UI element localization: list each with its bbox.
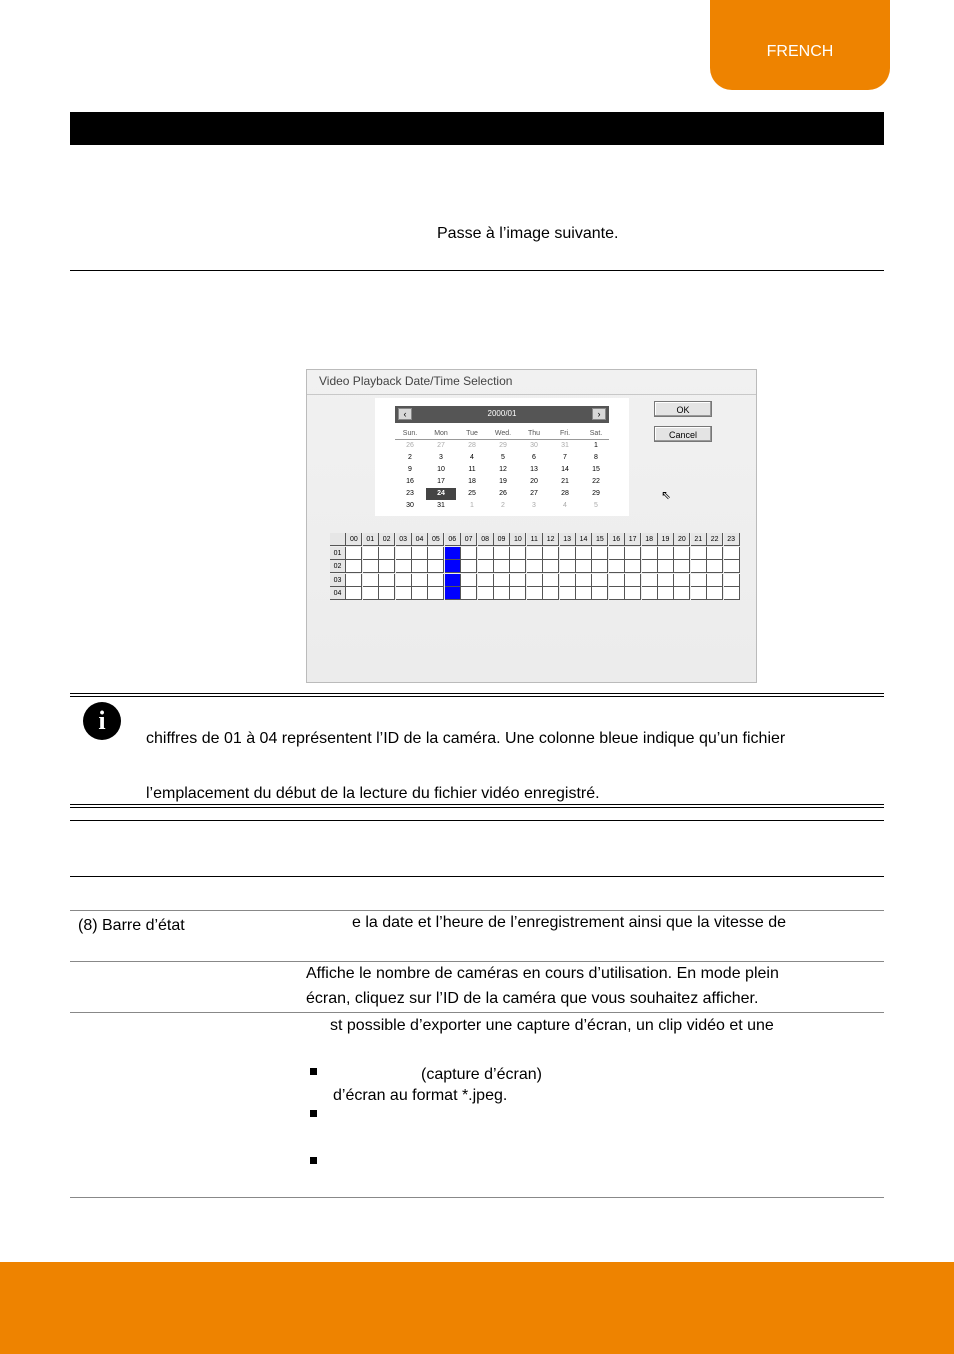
time-slot[interactable] [609,587,625,600]
calendar-day[interactable]: 15 [592,466,600,473]
time-slot[interactable] [543,587,559,600]
calendar-day[interactable]: 31 [561,442,569,449]
time-slot[interactable] [412,560,428,573]
time-slot[interactable] [707,587,723,600]
calendar-day[interactable]: 21 [561,478,569,485]
calendar-day[interactable]: 29 [592,490,600,497]
language-tab [710,0,890,90]
time-slot[interactable] [576,587,592,600]
hour-header[interactable]: 06 [445,533,461,546]
table-rule [70,820,884,821]
hour-header[interactable]: 04 [412,533,428,546]
bullet-icon [310,1157,317,1164]
time-slot[interactable] [543,560,559,573]
calendar-day[interactable]: 1 [470,502,474,509]
time-slot[interactable] [674,587,690,600]
time-slot[interactable] [707,547,723,560]
time-slot[interactable] [363,560,379,573]
mouse-pointer-icon: ⇖ [661,488,672,502]
time-slot[interactable] [543,547,559,560]
table-rule [70,1012,884,1013]
calendar-day[interactable]: 17 [437,478,445,485]
hour-header[interactable]: 14 [576,533,592,546]
hour-header[interactable]: 13 [560,533,576,546]
note-top-rule-2 [70,696,884,697]
calendar-day[interactable]: 5 [594,502,598,509]
weekday-label: Tue [466,430,478,437]
time-slot[interactable] [510,547,526,560]
weekday-label: Mon [434,430,448,437]
calendar-day[interactable]: 13 [530,466,538,473]
time-slot[interactable] [510,560,526,573]
weekday-label: Sun. [402,430,418,437]
time-slot[interactable] [478,547,494,560]
note-top-rule [70,693,884,694]
time-slot[interactable] [576,574,592,587]
calendar-day[interactable]: 26 [499,490,507,497]
calendar-day[interactable]: 2 [501,502,505,509]
time-slot[interactable] [592,574,608,587]
time-slot[interactable] [346,547,362,560]
calendar-day[interactable]: 18 [468,478,476,485]
time-slot[interactable] [609,547,625,560]
time-slot[interactable] [478,574,494,587]
time-slot[interactable] [625,547,641,560]
language-label: FRENCH [766,43,834,60]
time-slot[interactable] [625,574,641,587]
calendar-day[interactable]: 3 [439,454,443,461]
camera-header[interactable]: 02 [330,560,346,573]
time-slot[interactable] [510,587,526,600]
time-slot[interactable] [346,560,362,573]
hour-header[interactable]: 11 [527,533,543,546]
calendar-day[interactable]: 20 [530,478,538,485]
info-icon: i [83,702,121,740]
hour-header[interactable]: 16 [609,533,625,546]
note-bottom-rule [70,804,884,805]
ok-button[interactable]: OK [654,401,712,417]
time-slot[interactable] [396,560,412,573]
time-slot[interactable] [658,547,674,560]
time-slot[interactable] [461,574,477,587]
hour-header[interactable]: 22 [707,533,723,546]
chevron-right-icon[interactable]: › [592,408,606,420]
camera-count-line-2: écran, cliquez sur l’ID de la caméra que vous souhaitez afficher. [306,990,759,1007]
hour-header[interactable]: 10 [510,533,526,546]
calendar-day[interactable]: 27 [437,442,445,449]
calendar-day[interactable]: 5 [501,454,505,461]
calendar-day[interactable]: 25 [468,490,476,497]
hour-header[interactable]: 12 [543,533,559,546]
calendar-day[interactable]: 27 [530,490,538,497]
weekday-label: Wed. [494,430,512,437]
time-slot[interactable] [724,560,740,573]
calendar-day[interactable]: 23 [406,490,414,497]
camera-header[interactable]: 04 [330,587,346,600]
hour-header[interactable]: 15 [592,533,608,546]
time-slot[interactable] [560,560,576,573]
time-slot[interactable] [576,547,592,560]
calendar-day[interactable]: 31 [437,502,445,509]
time-slot[interactable] [510,574,526,587]
calendar-day[interactable]: 28 [468,442,476,449]
calendar-day[interactable]: 4 [563,502,567,509]
calendar-day[interactable]: 19 [499,478,507,485]
hour-header[interactable]: 02 [379,533,395,546]
hour-header[interactable]: 08 [478,533,494,546]
time-slot[interactable] [428,547,444,560]
time-slot[interactable] [609,560,625,573]
bullet-icon [310,1068,317,1075]
time-slot[interactable] [527,574,543,587]
time-slot[interactable] [592,587,608,600]
cancel-button[interactable]: Cancel [654,426,712,442]
time-slot[interactable] [461,587,477,600]
time-slot[interactable] [494,560,510,573]
time-slot[interactable] [412,587,428,600]
calendar-day[interactable]: 24 [426,488,456,500]
calendar-day[interactable]: 16 [406,478,414,485]
calendar-day[interactable]: 8 [594,454,598,461]
time-slot[interactable] [658,587,674,600]
time-slot[interactable] [363,574,379,587]
note-line-2: l’emplacement du début de la lecture du fichier vidéo enregistré. [146,785,600,802]
time-slot[interactable] [674,547,690,560]
time-slot[interactable] [494,574,510,587]
calendar-day[interactable]: 22 [592,478,600,485]
hour-header[interactable]: 01 [363,533,379,546]
calendar-day[interactable]: 12 [499,466,507,473]
hour-header[interactable]: 17 [625,533,641,546]
month-label: 2000/01 [487,409,517,418]
calendar-day[interactable]: 9 [408,466,412,473]
time-slot[interactable] [724,587,740,600]
time-slot[interactable] [642,560,658,573]
time-slot[interactable] [560,587,576,600]
calendar-day[interactable]: 6 [532,454,536,461]
weekday-label: Fri. [559,430,571,437]
snapshot-label: (capture d’écran) [421,1066,542,1083]
time-slot[interactable] [527,547,543,560]
time-slot[interactable] [609,574,625,587]
hour-header[interactable]: 18 [642,533,658,546]
calendar-header [395,406,609,423]
note-line-1: chiffres de 01 à 04 représentent l’ID de la caméra. Une colonne bleue indique qu’un fichier [146,730,786,747]
camera-header[interactable]: 01 [330,547,346,560]
time-slot[interactable] [396,587,412,600]
calendar-day[interactable]: 30 [406,502,414,509]
time-slot[interactable] [428,587,444,600]
time-slot[interactable] [478,560,494,573]
table-rule [70,961,884,962]
divider [70,270,884,271]
hour-header[interactable]: 20 [674,533,690,546]
time-slot[interactable] [658,560,674,573]
time-slot[interactable] [576,560,592,573]
calendar-day[interactable]: 30 [530,442,538,449]
status-bar-description: e la date et l’heure de l’enregistrement ainsi que la vitesse de [352,914,787,931]
time-slot[interactable] [592,547,608,560]
time-slot[interactable] [543,574,559,587]
hour-header[interactable]: 19 [658,533,674,546]
snapshot-description: d’écran au format *.jpeg. [333,1087,508,1104]
hour-header[interactable]: 07 [461,533,477,546]
hour-header[interactable]: 21 [691,533,707,546]
calendar-day[interactable]: 7 [563,454,567,461]
playback-date-time-dialog [306,369,757,683]
dialog-title-divider [307,394,756,395]
time-slot[interactable] [560,574,576,587]
camera-count-line-1: Affiche le nombre de caméras en cours d’utilisation. En mode plein [306,965,779,982]
dialog-title: Video Playback Date/Time Selection [319,374,513,388]
time-slot[interactable] [625,560,641,573]
time-slot[interactable] [642,587,658,600]
time-slot[interactable] [396,547,412,560]
time-slot[interactable] [428,574,444,587]
time-slot[interactable] [494,547,510,560]
export-description: st possible d’exporter une capture d’écran, un clip vidéo et une [330,1017,774,1034]
time-slot[interactable] [674,574,690,587]
hour-header[interactable]: 23 [724,533,740,546]
section-header-bar [70,112,884,145]
time-slot[interactable] [724,547,740,560]
time-slot[interactable] [674,560,690,573]
time-slot[interactable] [428,560,444,573]
time-slot[interactable] [527,587,543,600]
time-slot[interactable] [396,574,412,587]
time-slot[interactable] [592,560,608,573]
camera-header[interactable]: 03 [330,574,346,587]
table-rule [70,910,884,911]
time-slot[interactable] [658,574,674,587]
weekday-label: Thu [527,430,541,437]
time-slot[interactable] [379,587,395,600]
table-rule [70,876,884,877]
time-slot[interactable] [642,547,658,560]
time-slot[interactable] [461,560,477,573]
time-slot[interactable] [461,547,477,560]
time-slot[interactable] [691,560,707,573]
time-slot[interactable] [346,587,362,600]
time-slot[interactable] [412,547,428,560]
recorded-slot[interactable] [445,547,461,560]
time-slot[interactable] [691,547,707,560]
time-slot[interactable] [478,587,494,600]
time-slot[interactable] [724,574,740,587]
calendar-day[interactable]: 10 [437,466,445,473]
time-slot[interactable] [363,587,379,600]
time-slot[interactable] [379,547,395,560]
hour-header[interactable]: 03 [396,533,412,546]
recorded-slot[interactable] [445,587,461,600]
next-frame-description: Passe à l’image suivante. [437,225,619,242]
status-bar-label: (8) Barre d’état [78,917,185,934]
time-slot[interactable] [691,574,707,587]
calendar-day[interactable]: 14 [561,466,569,473]
time-slot[interactable] [379,560,395,573]
time-slot[interactable] [346,574,362,587]
bullet-icon [310,1110,317,1117]
calendar-day[interactable]: 26 [406,442,414,449]
calendar-day[interactable]: 11 [468,466,476,473]
time-slot[interactable] [625,587,641,600]
time-slot[interactable] [691,587,707,600]
time-slot[interactable] [707,560,723,573]
calendar-day[interactable]: 3 [532,502,536,509]
calendar [375,398,629,516]
time-slot[interactable] [527,560,543,573]
time-slot[interactable] [494,587,510,600]
chevron-left-icon[interactable]: ‹ [398,408,412,420]
time-slot[interactable] [363,547,379,560]
time-slot[interactable] [560,547,576,560]
recorded-slot[interactable] [445,574,461,587]
grid-corner [330,533,346,546]
time-slot[interactable] [379,574,395,587]
calendar-day[interactable]: 1 [594,442,598,449]
time-slot[interactable] [707,574,723,587]
time-slot[interactable] [642,574,658,587]
hour-header[interactable]: 09 [494,533,510,546]
calendar-day[interactable]: 4 [470,454,474,461]
recorded-slot[interactable] [445,560,461,573]
time-slot[interactable] [412,574,428,587]
footer-bar [0,1262,954,1354]
calendar-day[interactable]: 29 [499,442,507,449]
calendar-day[interactable]: 28 [561,490,569,497]
calendar-day[interactable]: 2 [408,454,412,461]
weekday-label: Sat. [589,430,603,437]
table-rule [70,1197,884,1198]
hour-header[interactable]: 05 [428,533,444,546]
note-bottom-rule-2 [70,807,884,808]
hour-header[interactable]: 00 [346,533,362,546]
